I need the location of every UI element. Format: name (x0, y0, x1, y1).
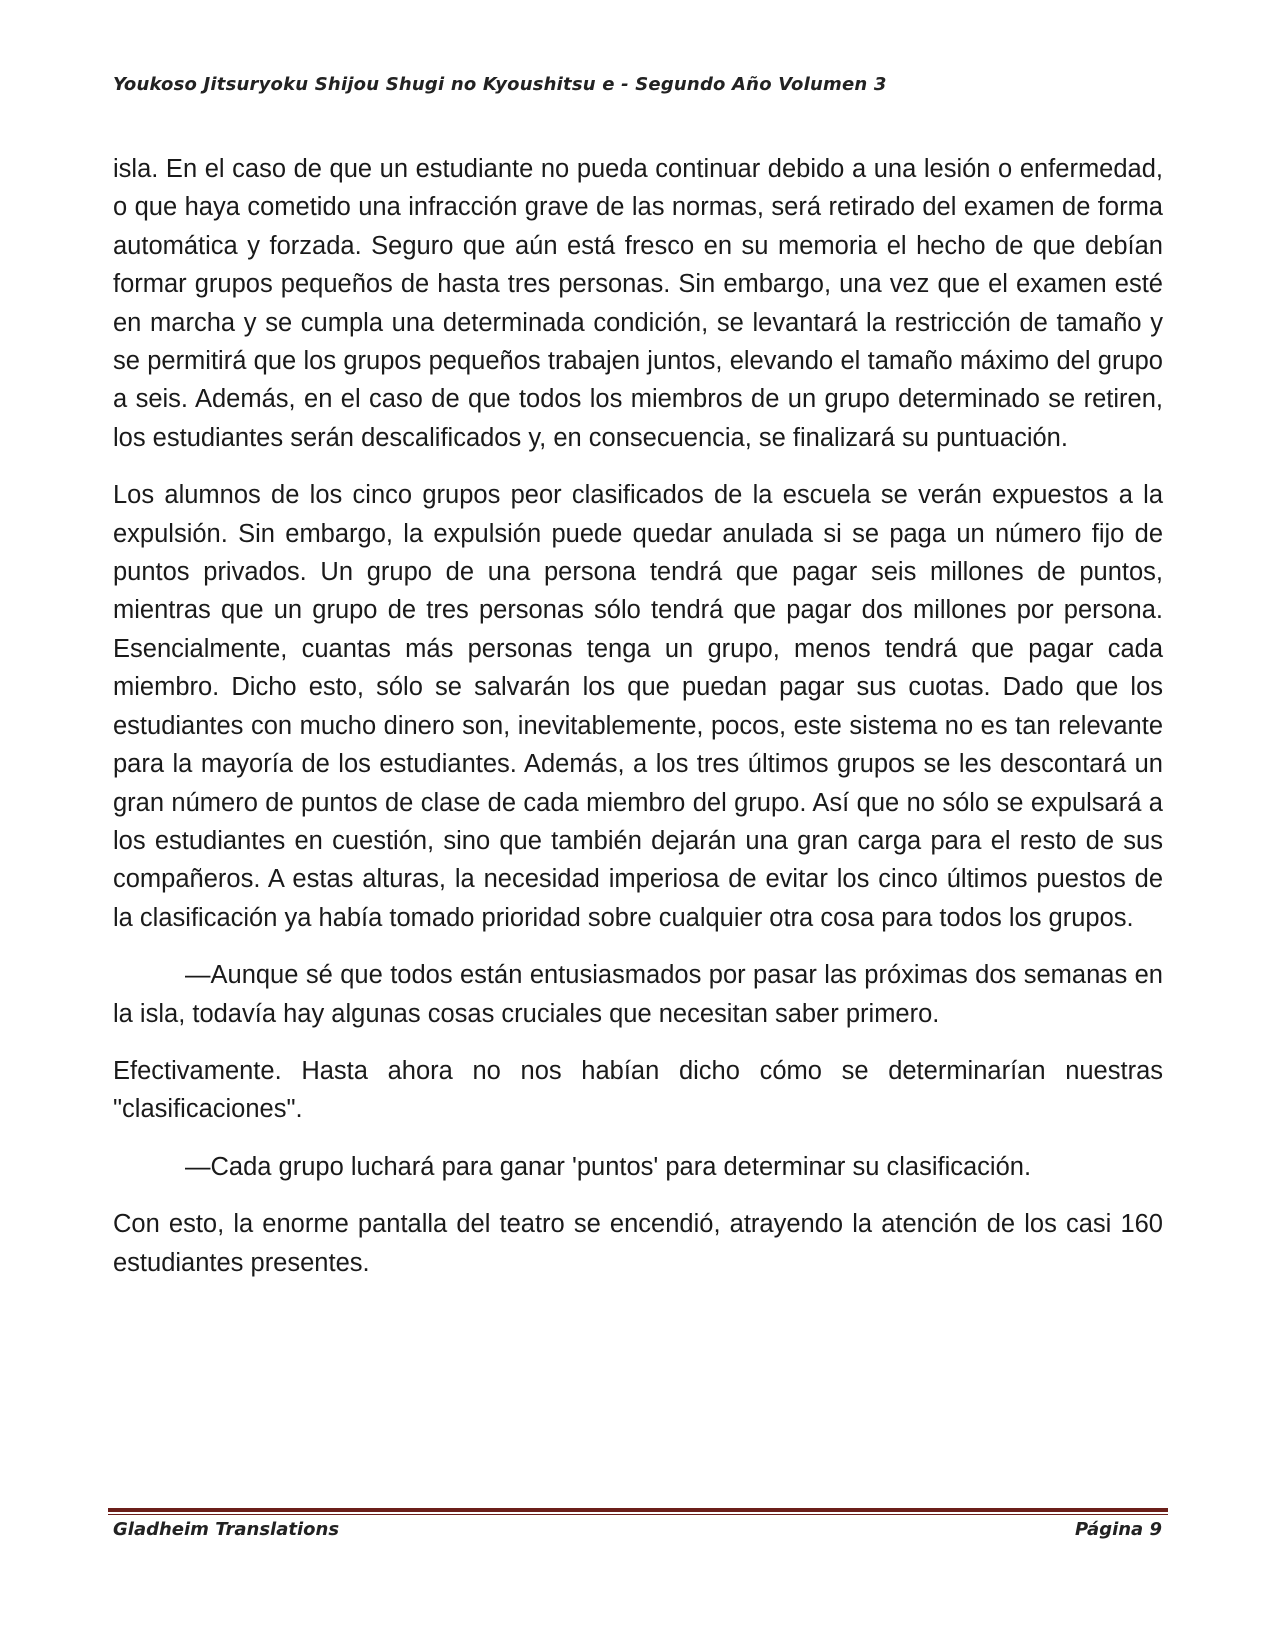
page-header-title: Youkoso Jitsuryoku Shijou Shugi no Kyoushitsu e - Segundo Año Volumen 3 (113, 74, 887, 95)
footer-divider (108, 1508, 1168, 1515)
dialogue-paragraph: —Cada grupo luchará para ganar 'puntos' para determinar su clasificación. (185, 1152, 1032, 1181)
page-body (113, 150, 1163, 1301)
footer-divider-thin (108, 1514, 1168, 1515)
dialogue-paragraph: —Aunque sé que todos están entusiasmados por pasar las próximas dos semanas en la isla, todavía hay algunas cosas cruciales que necesitan saber primero. (113, 961, 1163, 1028)
paragraph: Los alumnos de los cinco grupos peor clasificados de la escuela se verán expuestos a la expulsión. Sin embargo, la expulsión puede quedar anulada si se paga un número fijo de puntos privados. Un grupo de una persona tendrá que pagar seis millones de puntos, mientras que un grupo de tres personas sólo tendrá que pagar dos millones por persona. Esencialmente, cuantas más personas tenga un grupo, menos tendrá que pagar cada miembro. Dicho esto, sólo se salvarán los que puedan pagar sus cuotas. Dado que los estudiantes con mucho dinero son, inevitablemente, pocos, este sistema no es tan relevante para la mayoría de los estudiantes. Además, a los tres últimos grupos se les descontará un gran número de puntos de clase de cada miembro del grupo. Así que no sólo se expulsará a los estudiantes en cuestión, sino que también dejarán una gran carga para el resto de sus compañeros. A estas alturas, la necesidad imperiosa de evitar los cinco últimos puestos de la clasificación ya había tomado prioridad sobre cualquier otra cosa para todos los grupos. (113, 481, 1163, 932)
paragraph: Efectivamente. Hasta ahora no nos habían dicho cómo se determinarían nuestras "clasificaciones". (113, 1056, 1163, 1124)
footer-page-number: Página 9 (1075, 1519, 1162, 1540)
paragraph: Con esto, la enorme pantalla del teatro se encendió, atrayendo la atención de los casi 160 estudiantes presentes. (113, 1210, 1163, 1277)
footer-translator-name: Gladheim Translations (113, 1519, 340, 1540)
footer-divider-thick (108, 1508, 1168, 1512)
paragraph: isla. En el caso de que un estudiante no pueda continuar debido a una lesión o enfermedad, o que haya cometido una infracción grave de las normas, será retirado del examen de forma automática y forzada. Seguro que aún está fresco en su memoria el hecho de que debían formar grupos pequeños de hasta tres personas. Sin embargo, una vez que el examen esté en marcha y se cumpla una determinada condición, se levantará la restricción de tamaño y se permitirá que los grupos pequeños trabajen juntos, elevando el tamaño máximo del grupo a seis. Además, en el caso de que todos los miembros de un grupo determinado se retiren, los estudiantes serán descalificados y, en consecuencia, se finalizará su puntuación. (113, 155, 1163, 452)
